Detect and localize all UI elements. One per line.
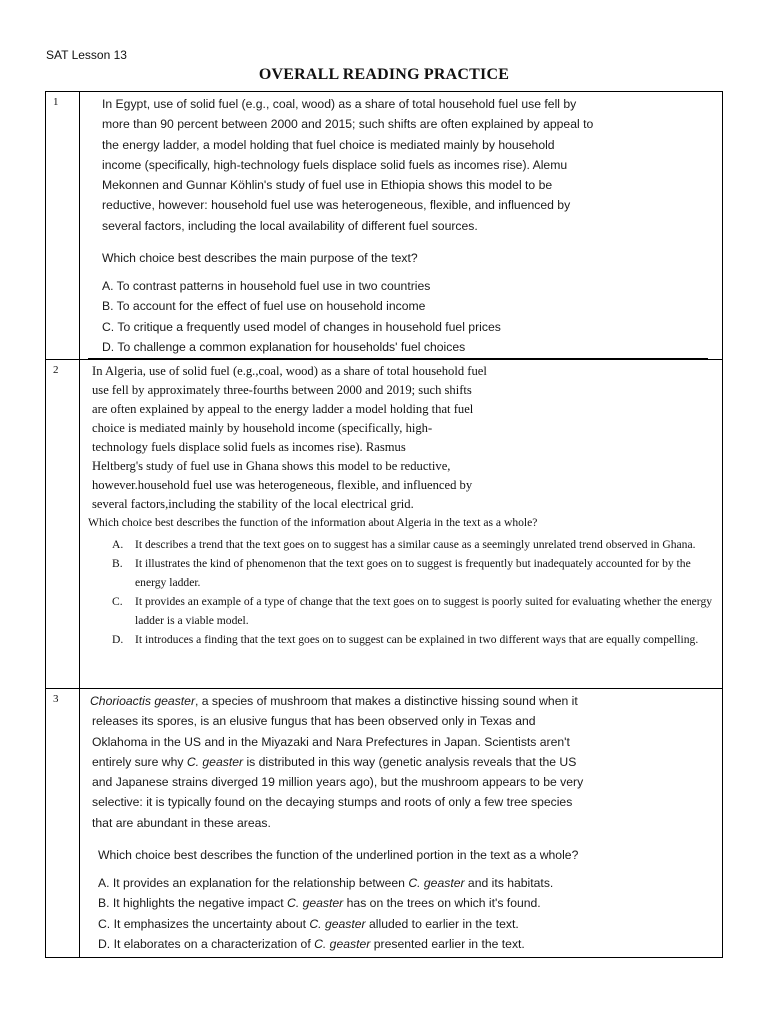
question-content: [90, 689, 716, 957]
passage-line: however.household fuel use was heterogeneous, flexible, and influenced by: [92, 478, 473, 492]
option-letter: D.: [112, 633, 124, 646]
passage-line: releases its spores, is an elusive fungus that has been observed only in Texas and: [92, 714, 536, 729]
passage-line: In Algeria, use of solid fuel (e.g.,coal, wood) as a share of total household fuel: [92, 364, 487, 378]
answer-option-d[interactable]: [112, 630, 716, 649]
answer-options: [112, 535, 716, 649]
answer-option[interactable]: B. To account for the effect of fuel use on household income: [102, 299, 426, 314]
question-1: [45, 91, 723, 359]
option-letter: B.: [112, 557, 123, 570]
passage-line: the energy ladder, a model holding that fuel choice is mediated mainly by household: [102, 137, 555, 152]
answer-option-b[interactable]: [112, 554, 716, 592]
passage-line: Chorioactis geaster, a species of mushroom that makes a distinctive hissing sound when it: [90, 694, 578, 708]
passage-line: Mekonnen and Gunnar Köhlin's study of fuel use in Ethiopia shows this model to be: [102, 178, 553, 193]
passage: [90, 691, 716, 833]
question-number: 3: [46, 689, 80, 957]
question-stem: Which choice best describes the main purpose of the text?: [102, 251, 418, 265]
passage-line: Heltberg's study of fuel use in Ghana shows this model to be reductive,: [92, 459, 451, 473]
question-number: 2: [46, 360, 80, 688]
answer-options: [98, 873, 553, 954]
species-name: Chorioactis geaster: [90, 694, 195, 708]
passage-line: several factors,including the stability of the local electrical grid.: [92, 497, 414, 511]
question-content: [90, 92, 716, 359]
passage: [102, 94, 716, 236]
passage-line: choice is mediated mainly by household income (specifically, high-: [92, 421, 433, 435]
passage-line: income (specifically, high-technology fuels displace solid fuels as incomes rise). Alemu: [102, 157, 568, 172]
answer-option[interactable]: B. It highlights the negative impact C. geaster has on the trees on which it's found.: [98, 896, 541, 911]
answer-option-c[interactable]: [112, 592, 716, 630]
answer-option[interactable]: C. It emphasizes the uncertainty about C. geaster alluded to earlier in the text.: [98, 916, 519, 931]
passage-line: Oklahoma in the US and in the Miyazaki and Nara Prefectures in Japan. Scientists aren't: [92, 734, 570, 749]
question-stem: Which choice best describes the function of the information about Algeria in the text as a whole?: [88, 516, 538, 529]
option-text: It introduces a finding that the text goes on to suggest can be explained in two different ways that are equally compelling.: [135, 633, 699, 646]
answer-options: [102, 276, 501, 357]
option-text: It provides an example of a type of change that the text goes on to suggest is poorly suited for evaluating whether the energy ladder is a viable model.: [135, 595, 713, 627]
option-letter: A.: [112, 538, 124, 551]
lesson-label: SAT Lesson 13: [46, 48, 127, 62]
passage-line: and Japanese strains diverged 19 million years ago), but the mushroom appears to be very: [92, 775, 584, 790]
passage-line: more than 90 percent between 2000 and 2015; such shifts are often explained by appeal to: [102, 117, 594, 132]
passage-line: use fell by approximately three-fourths between 2000 and 2019; such shifts: [92, 383, 472, 397]
passage-line: that are abundant in these areas.: [92, 815, 271, 830]
answer-option-a[interactable]: [112, 535, 716, 554]
passage: [92, 362, 562, 514]
answer-option[interactable]: C. To critique a frequently used model of changes in household fuel prices: [102, 319, 501, 334]
passage-line: reductive, however: household fuel use was heterogeneous, flexible, and influenced by: [102, 198, 571, 213]
passage-line: several factors, including the local availability of different fuel sources.: [102, 218, 478, 233]
page-title: OVERALL READING PRACTICE: [258, 66, 510, 83]
option-text: It illustrates the kind of phenomenon that the text goes on to suggest is frequently but inadequately accounted for by the energy ladder.: [135, 557, 691, 589]
passage-line: In Egypt, use of solid fuel (e.g., coal, wood) as a share of total household fuel use fell by: [102, 97, 577, 111]
question-3: [45, 688, 723, 958]
passage-line: entirely sure why C. geaster is distributed in this way (genetic analysis reveals that the US: [92, 754, 577, 769]
answer-option[interactable]: A. To contrast patterns in household fuel use in two countries: [102, 279, 431, 293]
question-stem: Which choice best describes the function of the underlined portion in the text as a whole?: [98, 848, 579, 862]
passage-line: technology fuels displace solid fuels as incomes rise). Rasmus: [92, 440, 406, 454]
question-2: [45, 359, 723, 688]
option-letter: C.: [112, 595, 123, 608]
question-number: 1: [46, 92, 80, 359]
passage-line: are often explained by appeal to the energy ladder a model holding that fuel: [92, 402, 474, 416]
answer-option[interactable]: D. It elaborates on a characterization of C. geaster presented earlier in the text.: [98, 936, 525, 951]
option-text: It describes a trend that the text goes on to suggest has a similar cause as a seemingly unrelated trend observed in Ghana.: [135, 538, 696, 551]
question-content: [90, 360, 716, 688]
passage-line: selective: it is typically found on the decaying stumps and roots of only a few tree species: [92, 795, 573, 810]
answer-option[interactable]: D. To challenge a common explanation for households' fuel choices: [102, 339, 466, 354]
answer-option[interactable]: A. It provides an explanation for the relationship between C. geaster and its habitats.: [98, 876, 554, 890]
